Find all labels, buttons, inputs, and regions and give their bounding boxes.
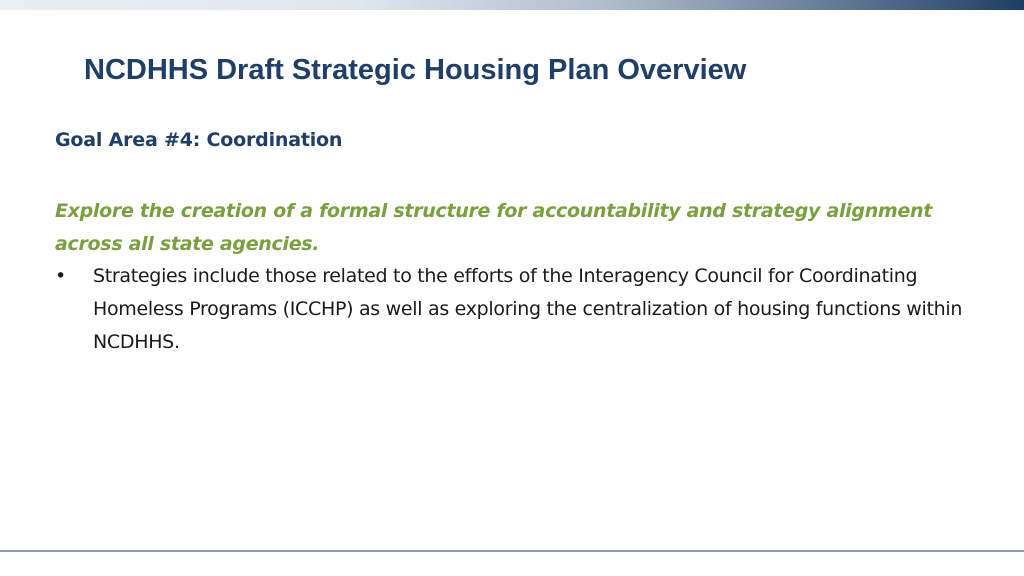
bottom-divider xyxy=(0,550,1024,552)
slide-title: NCDHHS Draft Strategic Housing Plan Overview xyxy=(84,54,747,86)
bullet-text: Strategies include those related to the efforts of the Interagency Council for Coordinating Homeless Programs (ICCHP) as well as exploring the centralization of housing functions within NCDHHS. xyxy=(93,265,963,353)
bullet-marker: • xyxy=(55,265,67,287)
goal-intro-statement: Explore the creation of a formal structure for accountability and strategy alignment across all state agencies. xyxy=(55,200,933,255)
top-accent-bar xyxy=(0,0,1024,10)
goal-heading: Goal Area #4: Coordination xyxy=(55,129,343,151)
